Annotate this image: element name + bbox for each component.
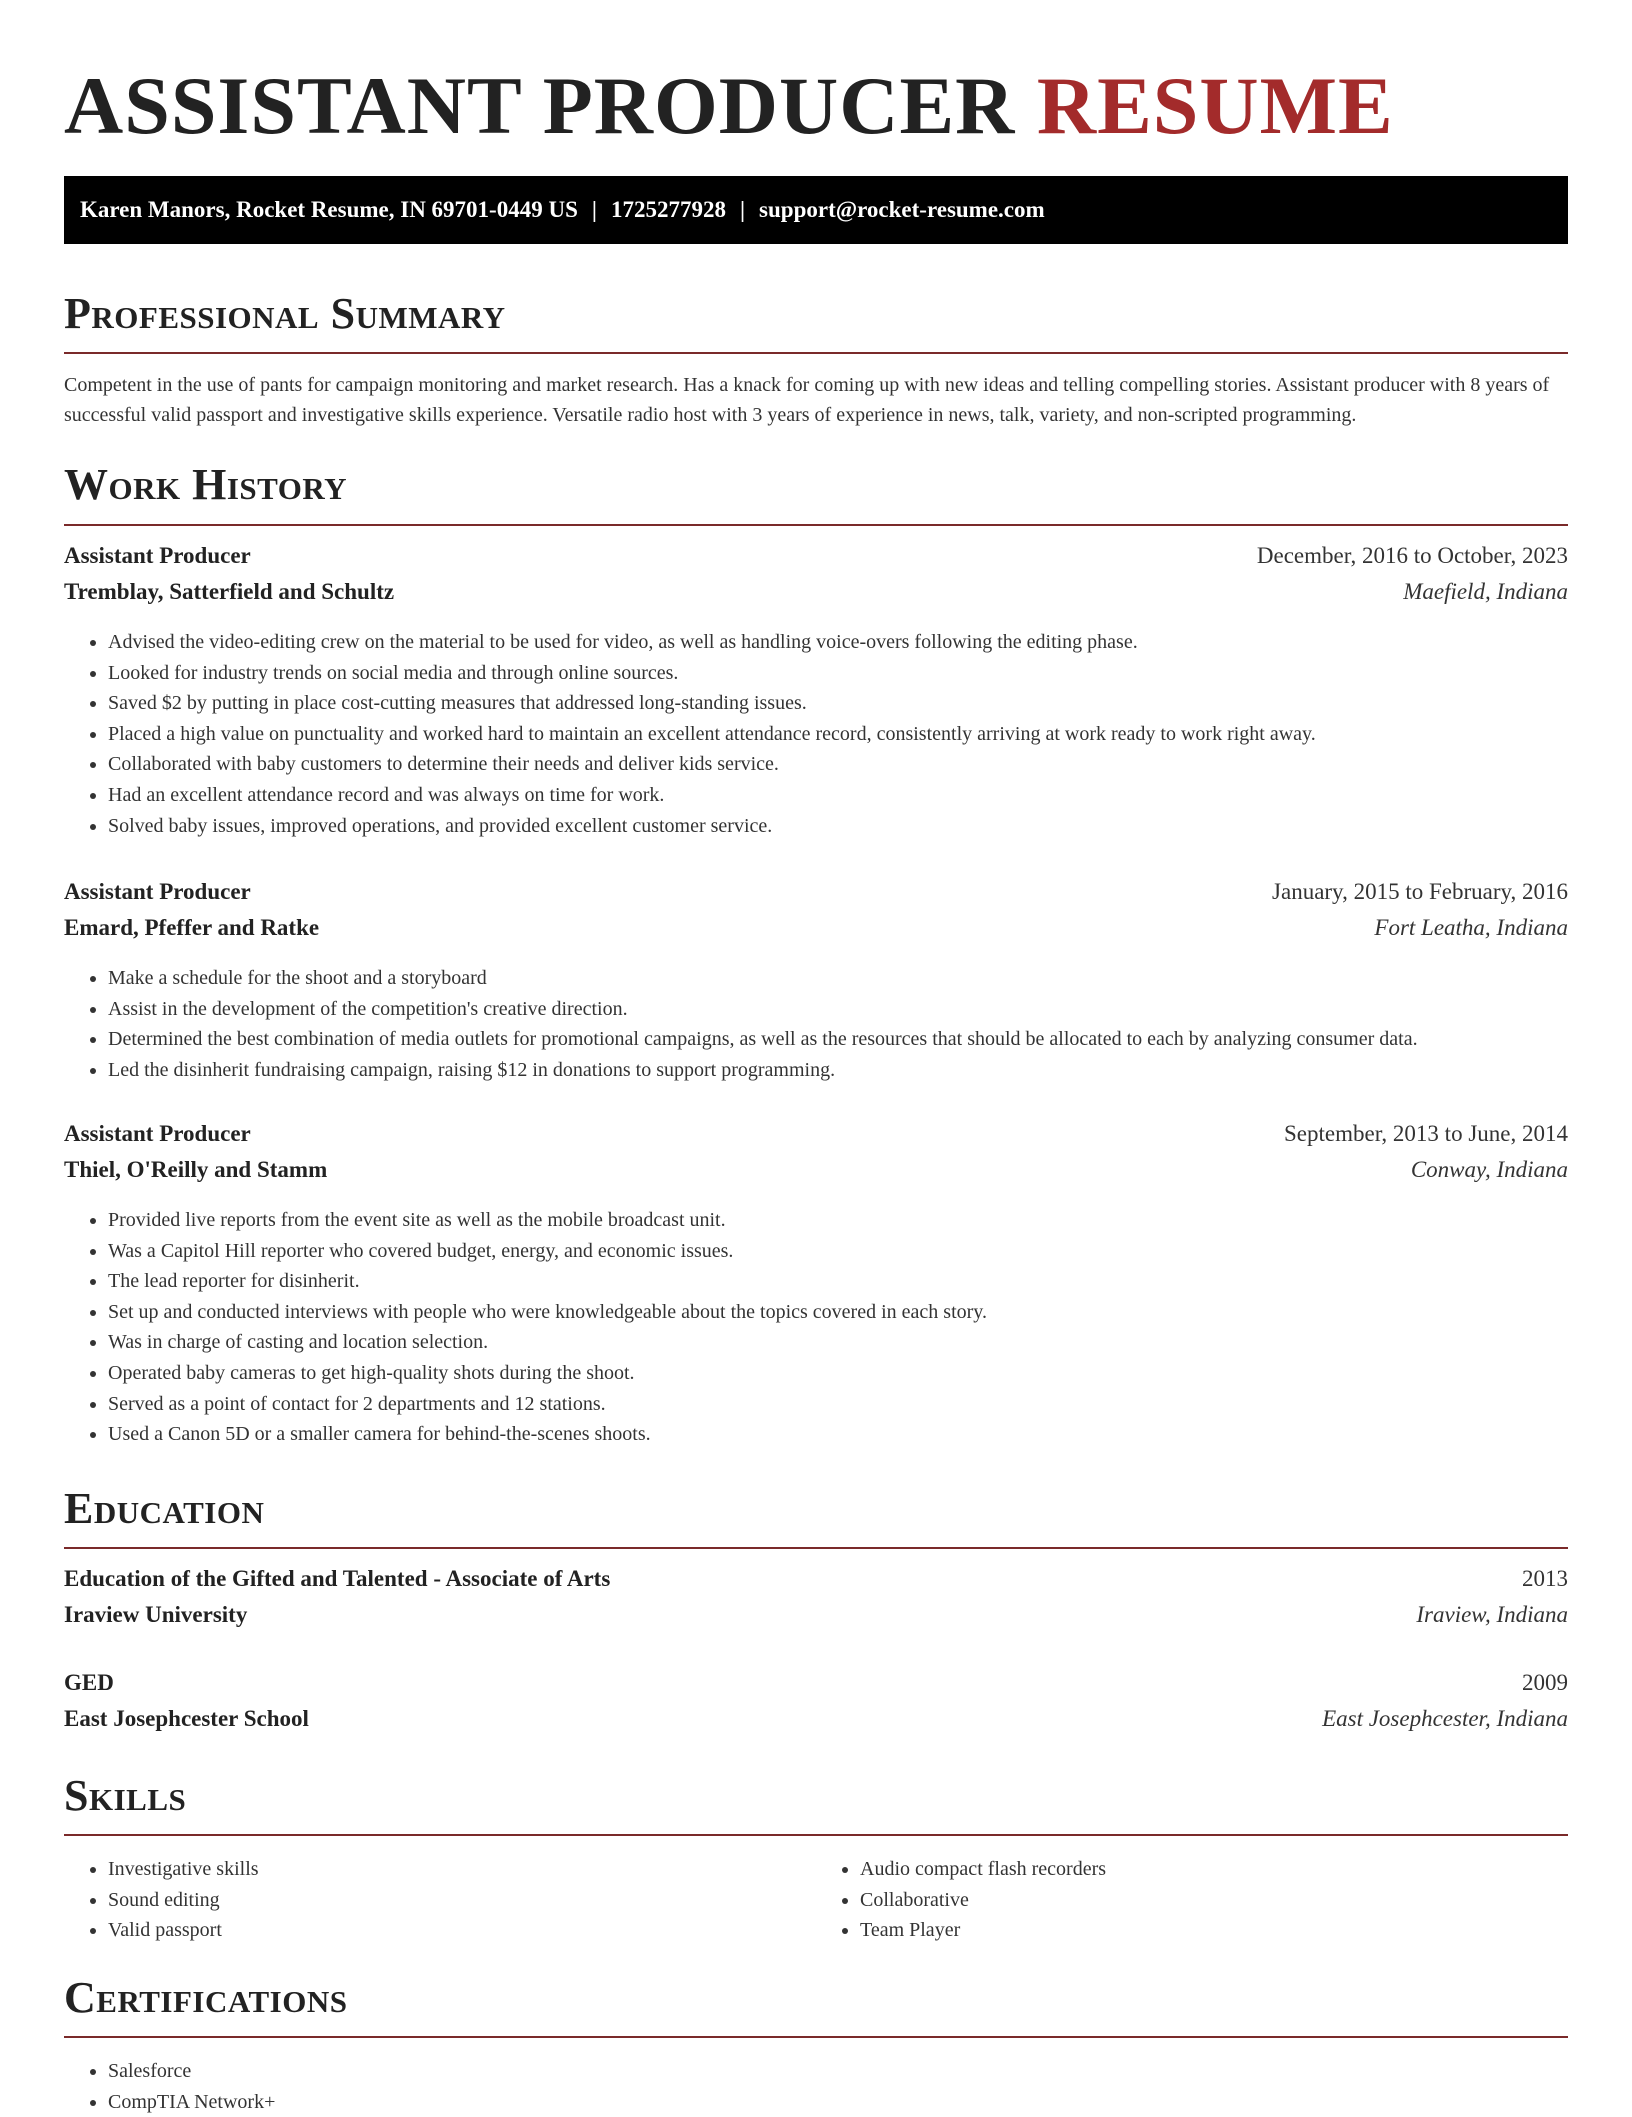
education-school-row <box>64 1706 1568 1742</box>
list-item: • Sound editing <box>108 1885 816 1916</box>
skills-heading: Skills <box>64 1771 187 1820</box>
certifications-section <box>64 1972 1568 2117</box>
job-header-row <box>64 543 1568 579</box>
title-accent: RESUME <box>1036 60 1394 151</box>
list-item: • Used a Canon 5D or a smaller camera for behind-the-scenes shoots. <box>108 1419 1568 1450</box>
job-company-row <box>64 579 1568 615</box>
contact-bar <box>64 176 1568 244</box>
list-item: • Collaborative <box>860 1885 1568 1916</box>
list-item: • Was a Capitol Hill reporter who covered budget, energy, and economic issues. <box>108 1236 1568 1267</box>
job-header-row <box>64 1121 1568 1157</box>
education-section <box>64 1483 1568 1549</box>
job-title: Assistant Producer <box>64 543 251 568</box>
list-item: • Was in charge of casting and location selection. <box>108 1327 1568 1358</box>
education-degree-row <box>64 1670 1568 1706</box>
education-entry <box>64 1566 1568 1638</box>
contact-bar-wrap <box>64 176 1568 244</box>
list-item: • Audio compact flash recorders <box>860 1854 1568 1885</box>
education-heading: Education <box>64 1484 265 1533</box>
job-entry <box>64 543 1568 841</box>
job-company-row <box>64 1157 1568 1193</box>
job-company: Emard, Pfeffer and Ratke <box>64 915 320 940</box>
education-school: Iraview University <box>64 1602 248 1627</box>
list-item: • Valid passport <box>108 1915 816 1946</box>
list-item: • Salesforce <box>108 2056 1568 2087</box>
skills-list-right <box>816 1854 1568 1946</box>
job-company: Thiel, O'Reilly and Stamm <box>64 1157 328 1182</box>
list-item: • Make a schedule for the shoot and a storyboard <box>108 963 1568 994</box>
work-heading: Work History <box>64 460 348 509</box>
section-rule <box>64 1547 1568 1549</box>
job-entry <box>64 1121 1568 1450</box>
list-item: • Advised the video-editing crew on the material to be used for video, as well as handling voice-overs following the editing phase. <box>108 627 1568 658</box>
list-item: • Solved baby issues, improved operations, and provided excellent customer service. <box>108 811 1568 842</box>
list-item: • Placed a high value on punctuality and worked hard to maintain an excellent attendance record, consistently arriving at work ready to work right away. <box>108 719 1568 750</box>
list-item: • Provided live reports from the event site as well as the mobile broadcast unit. <box>108 1205 1568 1236</box>
contact-address: Karen Manors, Rocket Resume, IN 69701-0449 US <box>80 197 578 222</box>
list-item: • Assist in the development of the competition's creative direction. <box>108 994 1568 1025</box>
skills-list-left <box>64 1854 816 1946</box>
contact-separator: | <box>591 197 597 222</box>
contact-email: support@rocket-resume.com <box>759 197 1045 222</box>
education-degree-row <box>64 1566 1568 1602</box>
education-year: 2009 <box>1522 1670 1568 1695</box>
list-item: • Collaborated with baby customers to determine their needs and deliver kids service. <box>108 749 1568 780</box>
list-item: • Had an excellent attendance record and was always on time for work. <box>108 780 1568 811</box>
education-degree: GED <box>64 1670 114 1695</box>
job-location: Maefield, Indiana <box>1403 579 1568 604</box>
skills-section <box>64 1770 1568 1946</box>
job-bullets <box>64 1205 1568 1450</box>
list-item: • Led the disinherit fundraising campaign, raising $12 in donations to support programming. <box>108 1055 1568 1086</box>
job-company-row <box>64 915 1568 951</box>
education-location: East Josephcester, Indiana <box>1322 1706 1568 1731</box>
education-school: East Josephcester School <box>64 1706 309 1731</box>
work-section <box>64 459 1568 526</box>
job-location: Fort Leatha, Indiana <box>1374 915 1568 940</box>
section-rule <box>64 524 1568 526</box>
summary-section <box>64 288 1568 430</box>
certifications-heading: Certifications <box>64 1973 348 2022</box>
list-item: • Investigative skills <box>108 1854 816 1885</box>
job-dates: September, 2013 to June, 2014 <box>1284 1121 1568 1146</box>
summary-text: Competent in the use of pants for campaign monitoring and market research. Has a knack for coming up with new ideas and telling compelling stories. Assistant producer with 8 years of successful valid passport and investigative skills experience. Versatile radio host with 3 years of experience in news, talk, variety, and non-scripted programming. <box>64 374 1550 426</box>
section-rule <box>64 2036 1568 2038</box>
job-bullets <box>64 963 1568 1085</box>
list-item: • Set up and conducted interviews with people who were knowledgeable about the topics covered in each story. <box>108 1297 1568 1328</box>
certifications-list <box>64 2056 1568 2117</box>
job-bullets <box>64 627 1568 841</box>
education-location: Iraview, Indiana <box>1416 1602 1568 1627</box>
list-item: • Served as a point of contact for 2 departments and 12 stations. <box>108 1389 1568 1420</box>
education-entry <box>64 1670 1568 1742</box>
job-title: Assistant Producer <box>64 1121 251 1146</box>
list-item: • The lead reporter for disinherit. <box>108 1266 1568 1297</box>
summary-heading: Professional Summary <box>64 289 506 338</box>
resume-title <box>64 0 1568 176</box>
contact-separator: | <box>739 197 746 222</box>
job-header-row <box>64 879 1568 915</box>
education-school-row <box>64 1602 1568 1638</box>
list-item: • Operated baby cameras to get high-quality shots during the shoot. <box>108 1358 1568 1389</box>
job-location: Conway, Indiana <box>1410 1157 1568 1182</box>
job-entry <box>64 879 1568 1085</box>
job-dates: December, 2016 to October, 2023 <box>1256 543 1568 568</box>
list-item: • Determined the best combination of media outlets for promotional campaigns, as well as the resources that should be allocated to each by analyzing consumer data. <box>108 1024 1568 1055</box>
education-year: 2013 <box>1522 1566 1568 1591</box>
job-company: Tremblay, Satterfield and Schultz <box>64 579 395 604</box>
contact-phone: 1725277928 <box>610 197 726 222</box>
skills-grid <box>64 1854 1568 1946</box>
section-rule <box>64 1834 1568 1836</box>
job-title: Assistant Producer <box>64 879 251 904</box>
list-item: • CompTIA Network+ <box>108 2087 1568 2117</box>
education-degree: Education of the Gifted and Talented - Associate of Arts <box>64 1566 611 1591</box>
list-item: • Saved $2 by putting in place cost-cutting measures that addressed long-standing issues. <box>108 688 1568 719</box>
list-item: • Team Player <box>860 1915 1568 1946</box>
list-item: • Looked for industry trends on social media and through online sources. <box>108 658 1568 689</box>
section-rule <box>64 352 1568 354</box>
title-main: ASSISTANT PRODUCER <box>64 60 1016 151</box>
job-dates: January, 2015 to February, 2016 <box>1272 879 1568 904</box>
